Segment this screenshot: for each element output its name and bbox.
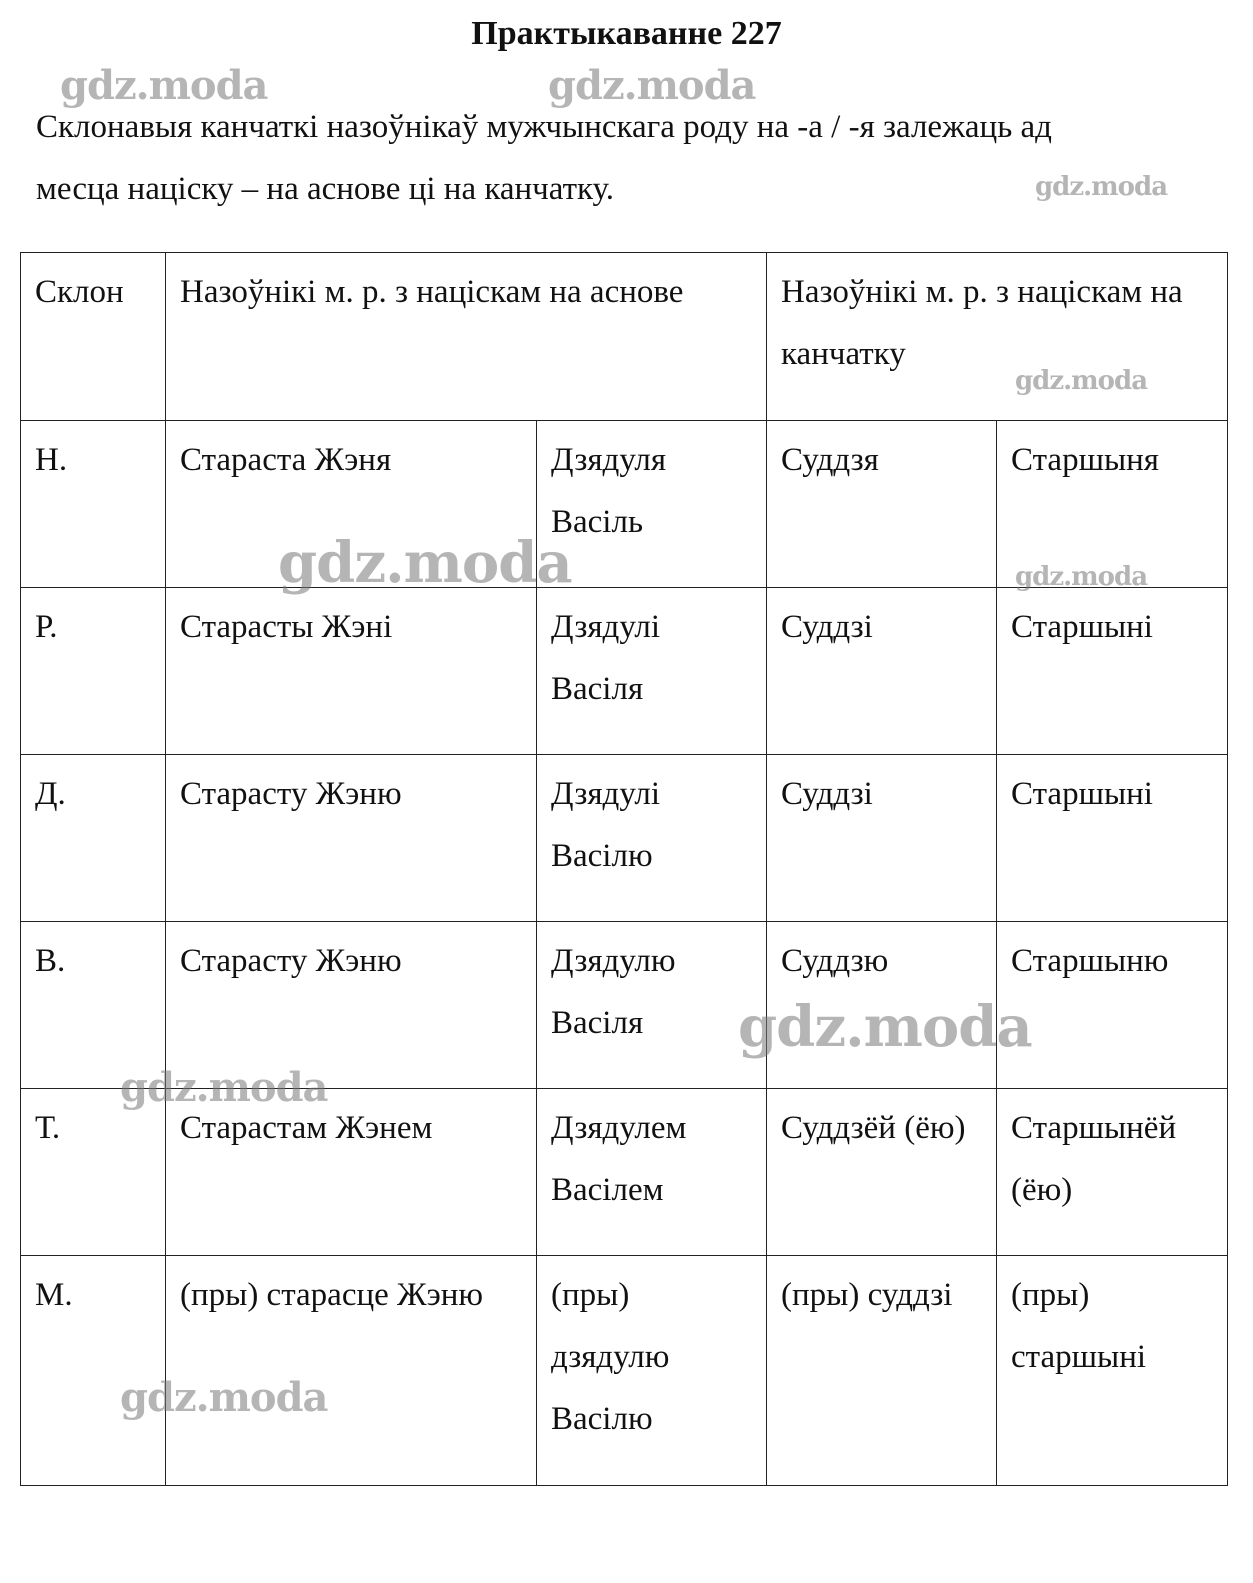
table-row bbox=[21, 588, 1228, 755]
table-cell: Дзядулем Васілем bbox=[537, 1089, 767, 1256]
header-stem-stress: Назоўнікі м. р. з націскам на аснове bbox=[166, 253, 767, 421]
table-header-row bbox=[21, 253, 1228, 421]
watermark: gdz.moda bbox=[1015, 366, 1148, 396]
header-case: Склон bbox=[21, 253, 166, 421]
watermark: gdz.moda bbox=[1035, 172, 1168, 202]
table-cell: Дзядулі Васілю bbox=[537, 755, 767, 922]
case-cell: Р. bbox=[21, 588, 166, 755]
table-row bbox=[21, 1256, 1228, 1486]
table-cell: Старасту Жэню bbox=[166, 755, 537, 922]
table-cell: Дзядуля Васіль bbox=[537, 421, 767, 588]
table-cell: Дзядулі Васіля bbox=[537, 588, 767, 755]
table-cell: (пры) старасце Жэню bbox=[166, 1256, 537, 1486]
table-cell: Стараста Жэня bbox=[166, 421, 537, 588]
table-row bbox=[21, 755, 1228, 922]
table-cell: Суддзя bbox=[767, 421, 997, 588]
table-cell: Суддзю bbox=[767, 922, 997, 1089]
case-cell: В. bbox=[21, 922, 166, 1089]
table-cell: Суддзі bbox=[767, 588, 997, 755]
table-cell: Старасты Жэні bbox=[166, 588, 537, 755]
intro-line-2: месца націску – на аснове ці на канчатку. bbox=[36, 171, 614, 207]
watermark: gdz.moda bbox=[1015, 562, 1148, 592]
watermark: gdz.moda bbox=[738, 994, 1032, 1060]
page-title: Практыкаванне 227 bbox=[471, 15, 782, 52]
case-cell: М. bbox=[21, 1256, 166, 1486]
watermark: gdz.moda bbox=[548, 62, 756, 109]
header-ending-stress: Назоўнікі м. р. з націскам на канчатку bbox=[767, 253, 1228, 421]
table-cell: Старасту Жэню bbox=[166, 922, 537, 1089]
watermark: gdz.moda bbox=[120, 1374, 328, 1421]
table-cell: (пры) дзядулю Васілю bbox=[537, 1256, 767, 1486]
table-cell: (пры) суддзі bbox=[767, 1256, 997, 1486]
case-cell: Д. bbox=[21, 755, 166, 922]
table-cell: Суддзёй (ёю) bbox=[767, 1089, 997, 1256]
watermark: gdz.moda bbox=[120, 1064, 328, 1111]
table-row bbox=[21, 1089, 1228, 1256]
intro-text bbox=[36, 96, 1216, 220]
case-cell: Н. bbox=[21, 421, 166, 588]
table-cell: Старшыні bbox=[997, 755, 1228, 922]
table-cell: Старшыня bbox=[997, 421, 1228, 588]
table-cell: (пры) старшыні bbox=[997, 1256, 1228, 1486]
watermark: gdz.moda bbox=[60, 62, 268, 109]
intro-line-1: Склонавыя канчаткі назоўнікаў мужчынскага роду на -а / -я залежаць ад bbox=[36, 109, 1052, 145]
table-row bbox=[21, 922, 1228, 1089]
table-cell: Суддзі bbox=[767, 755, 997, 922]
watermark: gdz.moda bbox=[278, 530, 572, 596]
table-cell: Старшынёй (ёю) bbox=[997, 1089, 1228, 1256]
table-cell: Дзядулю Васіля bbox=[537, 922, 767, 1089]
table-cell: Старшыні bbox=[997, 588, 1228, 755]
case-cell: Т. bbox=[21, 1089, 166, 1256]
table-cell: Старшыню bbox=[997, 922, 1228, 1089]
table-cell: Старастам Жэнем bbox=[166, 1089, 537, 1256]
declension-table bbox=[20, 252, 1228, 1486]
table-row bbox=[21, 421, 1228, 588]
